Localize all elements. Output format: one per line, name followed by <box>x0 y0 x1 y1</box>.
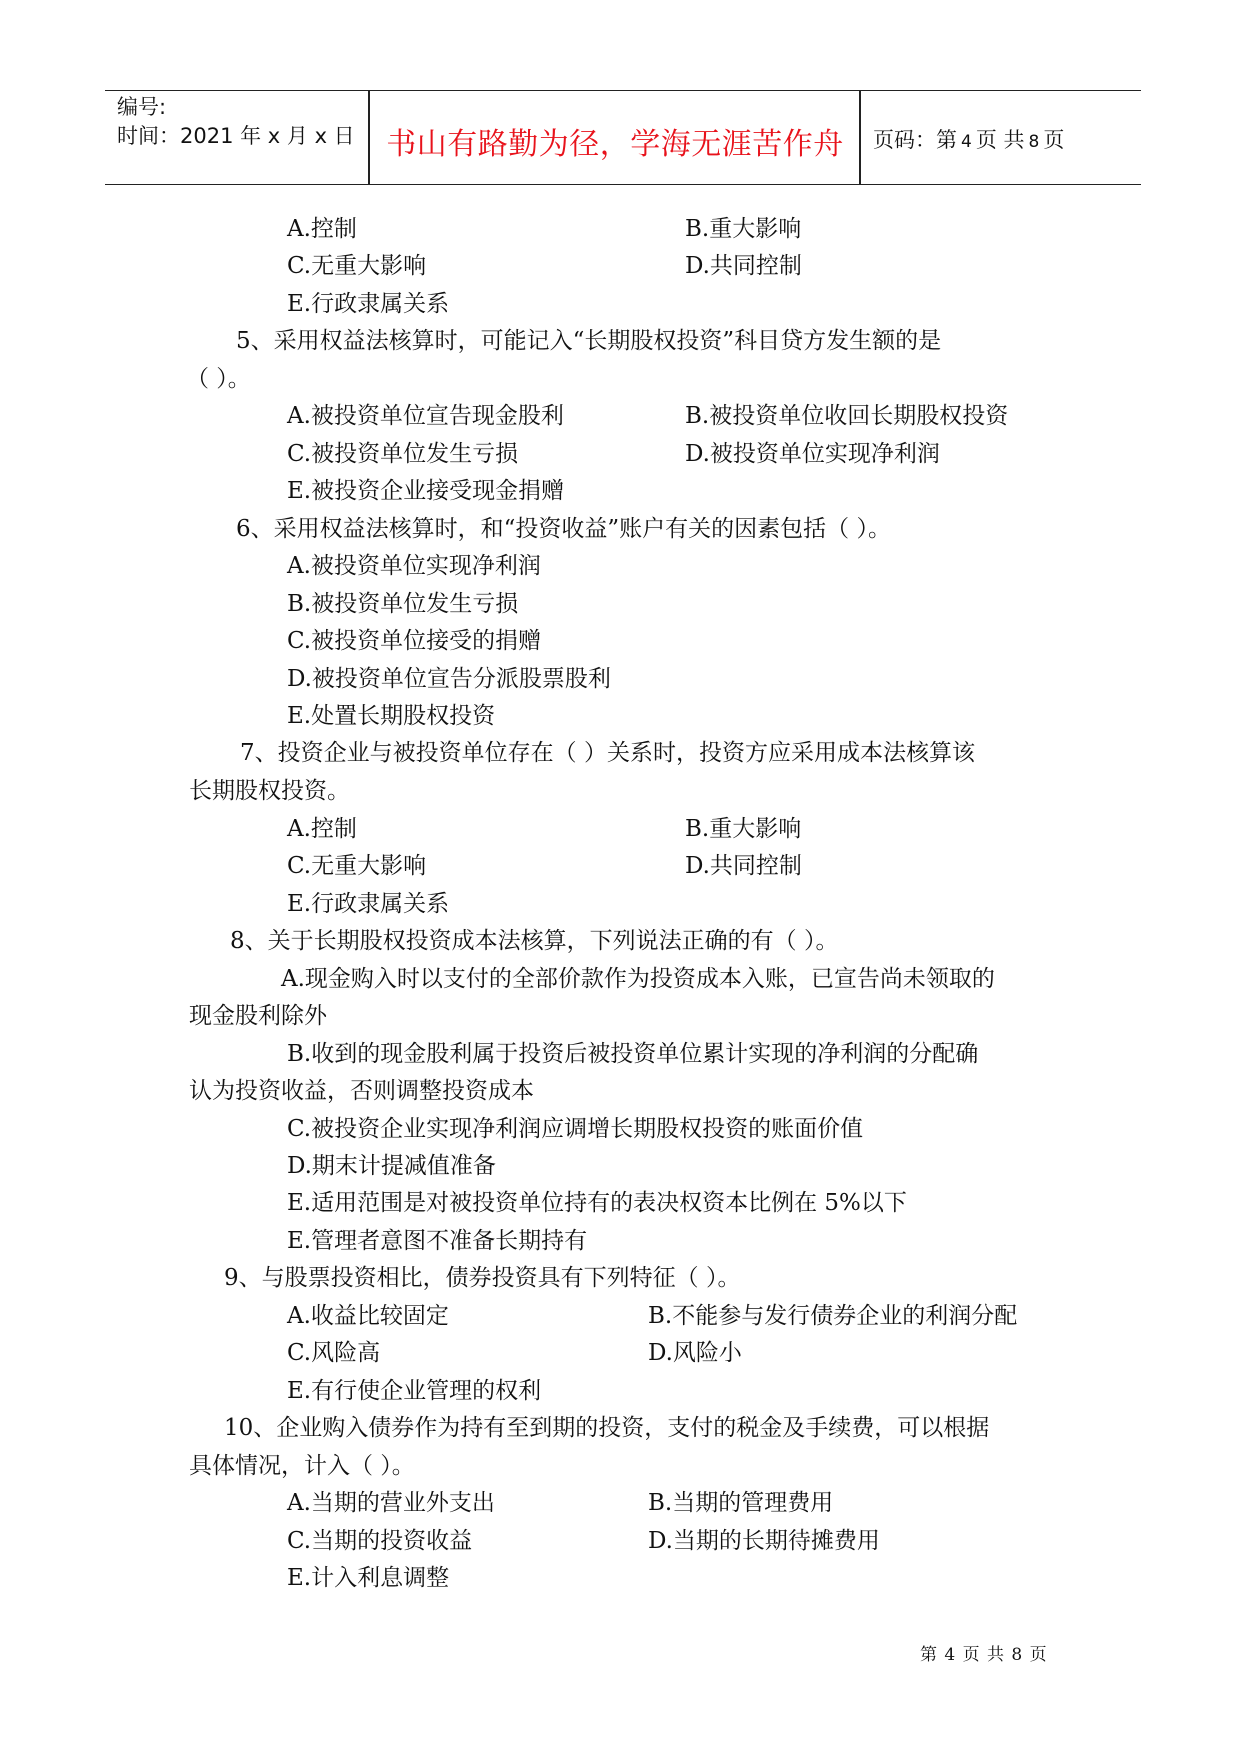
question-stem: 5、采用权益法核算时，可能记入“长期股权投资”科目贷方发生额的是 <box>236 328 942 354</box>
page-suffix: 页 <box>1043 128 1065 152</box>
option-line: B.不能参与发行债券企业的利润分配 <box>648 1303 1018 1329</box>
option-line: E.行政隶属关系 <box>287 891 450 917</box>
option-line: D.期末计提减值准备 <box>287 1153 496 1179</box>
option-line: B.重大影响 <box>685 816 802 842</box>
page-prefix: 页码：第 <box>873 128 957 152</box>
option-line: E.处置长期股权投资 <box>287 703 496 729</box>
header-page-indicator <box>873 124 1143 154</box>
option-line: D.被投资单位宣告分派股票股利 <box>287 666 611 692</box>
option-line: E.计入利息调整 <box>287 1565 450 1591</box>
option-line: 认为投资收益，否则调整投资成本 <box>189 1078 534 1104</box>
option-line: A.收益比较固定 <box>287 1303 449 1329</box>
option-line: C.被投资企业实现净利润应调增长期股权投资的账面价值 <box>287 1116 864 1142</box>
option-line: C.无重大影响 <box>287 253 427 279</box>
option-line: D.当期的长期待摊费用 <box>648 1528 880 1554</box>
option-line: B.当期的管理费用 <box>648 1490 834 1516</box>
question-stem: 长期股权投资。 <box>189 778 350 804</box>
option-line: C.当期的投资收益 <box>287 1528 473 1554</box>
question-stem: 10、企业购入债券作为持有至到期的投资，支付的税金及手续费，可以根据 <box>224 1415 990 1441</box>
page-header <box>105 90 1141 185</box>
header-divider <box>859 91 861 184</box>
option-line: A.控制 <box>287 216 357 242</box>
option-line: A.现金购入时以支付的全部价款作为投资成本入账，已宣告尚未领取的 <box>281 966 995 992</box>
option-line: E.适用范围是对被投资单位持有的表决权资本比例在 5%以下 <box>287 1190 907 1216</box>
option-line: E.管理者意图不准备长期持有 <box>287 1228 588 1254</box>
page-total: 8 <box>1028 132 1040 152</box>
option-line: E.有行使企业管理的权利 <box>287 1378 542 1404</box>
question-stem: 7、投资企业与被投资单位存在（ ）关系时，投资方应采用成本法核算该 <box>240 740 975 766</box>
option-line: A.控制 <box>287 816 357 842</box>
option-line: A.被投资单位实现净利润 <box>287 553 541 579</box>
option-line: E.行政隶属关系 <box>287 291 450 317</box>
option-line: E.被投资企业接受现金捐赠 <box>287 478 565 504</box>
page-current: 4 <box>961 132 972 152</box>
document-time-label: 时间：2021 年 x 月 x 日 <box>117 124 355 148</box>
question-stem: 9、与股票投资相比，债券投资具有下列特征（ ）。 <box>224 1265 741 1291</box>
option-line: A.当期的营业外支出 <box>287 1490 495 1516</box>
question-stem: 8、关于长期股权投资成本法核算，下列说法正确的有（ ）。 <box>230 928 839 954</box>
header-motto: 书山有路勤为径，学海无涯苦作舟 <box>386 127 844 162</box>
option-line: C.被投资单位发生亏损 <box>287 441 519 467</box>
header-divider <box>368 91 370 184</box>
question-stem: 6、采用权益法核算时，和“投资收益”账户有关的因素包括（ ）。 <box>236 516 891 542</box>
question-stem: 具体情况，计入（ ）。 <box>189 1453 415 1479</box>
page-footer: 第 4 页 共 8 页 <box>920 1645 1048 1665</box>
header-info <box>117 93 367 151</box>
option-line: B.重大影响 <box>685 216 802 242</box>
page-mid: 页 共 <box>975 128 1025 152</box>
option-line: D.共同控制 <box>685 853 802 879</box>
option-line: C.被投资单位接受的捐赠 <box>287 628 542 654</box>
option-line: B.收到的现金股利属于投资后被投资单位累计实现的净利润的分配确 <box>287 1041 979 1067</box>
option-line: B.被投资单位发生亏损 <box>287 591 519 617</box>
question-stem: （ ）。 <box>186 366 251 392</box>
option-line: A.被投资单位宣告现金股利 <box>287 403 564 429</box>
option-line: C.无重大影响 <box>287 853 427 879</box>
option-line: B.被投资单位收回长期股权投资 <box>685 403 1009 429</box>
option-line: D.共同控制 <box>685 253 802 279</box>
option-line: D.被投资单位实现净利润 <box>685 441 940 467</box>
option-line: D.风险小 <box>648 1340 742 1366</box>
document-number-label: 编号: <box>117 95 167 119</box>
option-line: 现金股利除外 <box>189 1003 327 1029</box>
option-line: C.风险高 <box>287 1340 381 1366</box>
